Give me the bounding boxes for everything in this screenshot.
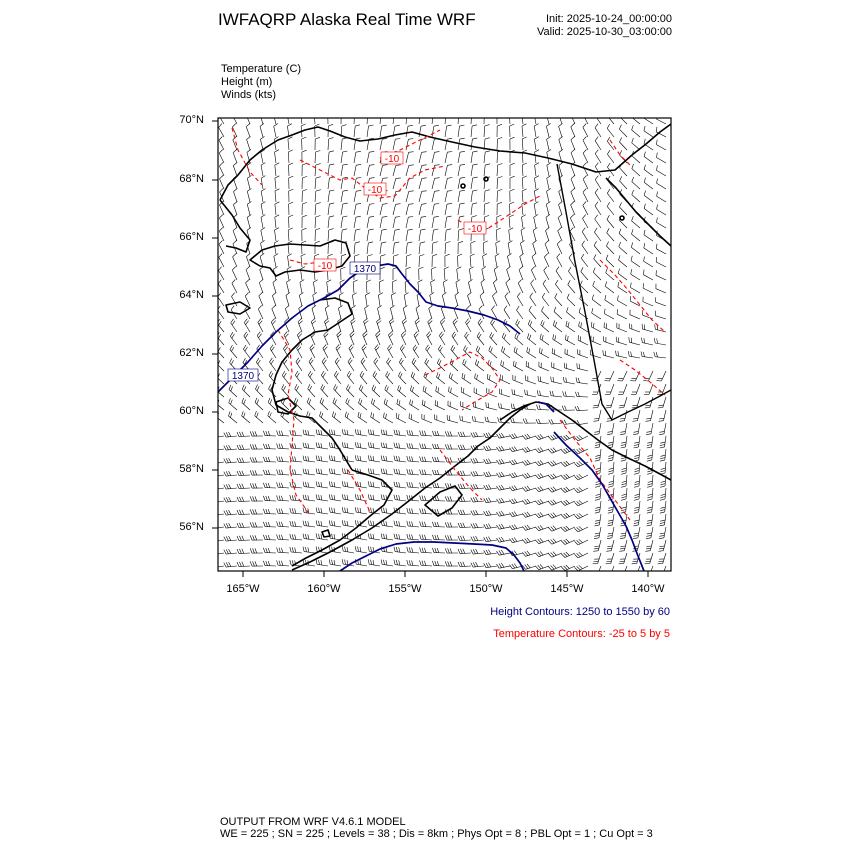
wind-barb-feather <box>314 111 319 113</box>
lat-label-62n: 62°N <box>179 347 204 359</box>
svg-text:1370: 1370 <box>353 264 377 275</box>
wind-barb-feather <box>211 511 213 515</box>
wind-barb-feather <box>583 111 586 115</box>
wind-barb-feather <box>368 112 373 113</box>
wind-barb-feather <box>355 112 360 114</box>
model-version: OUTPUT FROM WRF V4.6.1 MODEL <box>220 816 406 828</box>
model-info <box>220 816 653 840</box>
map-title: IWFAQRP Alaska Real Time WRF <box>218 10 476 29</box>
wind-barb-feather <box>232 111 235 115</box>
wind-barb-feather <box>558 110 562 113</box>
valid-time: Valid: 2025-10-30_03:00:00 <box>537 26 672 38</box>
wind-barb-feather <box>472 112 477 113</box>
lat-label-64n: 64°N <box>179 289 204 301</box>
height-label <box>350 262 380 275</box>
wind-barb-feather <box>211 459 213 463</box>
lon-label-165w: 165°W <box>226 583 260 595</box>
wind-barb-feather <box>522 111 526 113</box>
temperature-contour-note: Temperature Contours: -25 to 5 by 5 <box>493 628 670 640</box>
height-contour-note: Height Contours: 1250 to 1550 by 60 <box>490 606 670 618</box>
field-height: Height (m) <box>221 76 273 88</box>
wind-barb-feather <box>534 111 538 114</box>
wind-barb-feather <box>546 111 550 114</box>
wind-barb-feather <box>216 385 218 390</box>
wind-barb-feather <box>211 563 213 567</box>
wind-barb-feather <box>607 111 610 115</box>
lat-label-68n: 68°N <box>179 173 204 185</box>
temperature-label <box>364 183 386 196</box>
wind-barb-feather <box>619 112 621 117</box>
wind-barb-feather <box>421 112 426 113</box>
wind-barb-feather <box>644 113 645 118</box>
lat-label-60n: 60°N <box>179 405 204 417</box>
wind-barb-feather <box>509 111 514 113</box>
wind-barb-feather <box>213 485 215 489</box>
lon-label-150w: 150°W <box>469 583 503 595</box>
wind-barb-feather <box>211 433 213 437</box>
svg-text:1370: 1370 <box>231 371 255 382</box>
wind-barb-feather <box>246 110 250 114</box>
temperature-label <box>381 152 403 165</box>
wind-barb-feather <box>381 112 386 113</box>
temperature-label <box>314 259 336 272</box>
lat-label-58n: 58°N <box>179 463 204 475</box>
model-config: WE = 225 ; SN = 225 ; Levels = 38 ; Dis = 8km ; Phys Opt = 8 ; PBL Opt = 1 ; Cu Opt = 3 <box>220 828 653 840</box>
wind-barb-feather <box>632 112 634 117</box>
wind-barb-feather <box>213 498 215 502</box>
wind-barb-feather <box>484 111 489 113</box>
wind-barb-feather <box>287 111 291 114</box>
lon-label-140w: 140°W <box>631 583 665 595</box>
wind-barb-feather <box>595 111 598 115</box>
wind-barb-feather <box>497 111 502 113</box>
wind-barb-feather <box>571 110 575 114</box>
lon-label-145w: 145°W <box>550 583 584 595</box>
wind-barb-feather <box>211 498 213 502</box>
init-time: Init: 2025-10-24_00:00:00 <box>546 13 672 25</box>
wind-barb-feather <box>328 111 333 113</box>
wind-barb-feather <box>459 112 464 113</box>
wind-barb-feather <box>213 433 215 437</box>
svg-text:-10: -10 <box>317 261 333 272</box>
lat-label-56n: 56°N <box>179 521 204 533</box>
wind-barb-feather <box>394 112 399 113</box>
wind-barb-feather <box>211 550 213 554</box>
wind-barb-feather <box>301 111 305 113</box>
wind-barb-feather <box>273 111 277 114</box>
svg-text:-10: -10 <box>384 154 400 165</box>
lat-label-70n: 70°N <box>179 114 204 126</box>
height-label <box>228 369 258 382</box>
wind-barb-feather <box>211 537 213 541</box>
lon-label-155w: 155°W <box>388 583 422 595</box>
wind-barb-feather <box>216 398 218 403</box>
lat-label-66n: 66°N <box>179 231 204 243</box>
wind-barb-feather <box>218 111 221 115</box>
wind-barb-feather <box>213 550 215 554</box>
lon-label-160w: 160°W <box>307 583 341 595</box>
wind-barb-feather <box>434 112 439 113</box>
wind-barb-feather <box>213 563 215 567</box>
temperature-label <box>464 222 486 235</box>
wind-barb-feather <box>260 110 264 113</box>
field-winds: Winds (kts) <box>221 89 276 101</box>
wind-barb-feather <box>446 112 451 113</box>
wind-barb-feather <box>341 111 346 113</box>
wind-barb-feather <box>213 459 215 463</box>
field-temperature: Temperature (C) <box>221 63 302 75</box>
wind-barb-feather <box>213 472 215 476</box>
wind-barb-feather <box>213 537 215 541</box>
wind-barb-feather <box>211 446 213 450</box>
svg-text:-10: -10 <box>467 224 483 235</box>
wind-barb-feather <box>211 472 213 476</box>
svg-text:-10: -10 <box>367 185 383 196</box>
wind-barb-feather <box>213 446 215 450</box>
wind-barb-feather <box>408 112 413 113</box>
wind-barb-feather <box>211 485 213 489</box>
wind-barb-feather <box>213 511 215 515</box>
